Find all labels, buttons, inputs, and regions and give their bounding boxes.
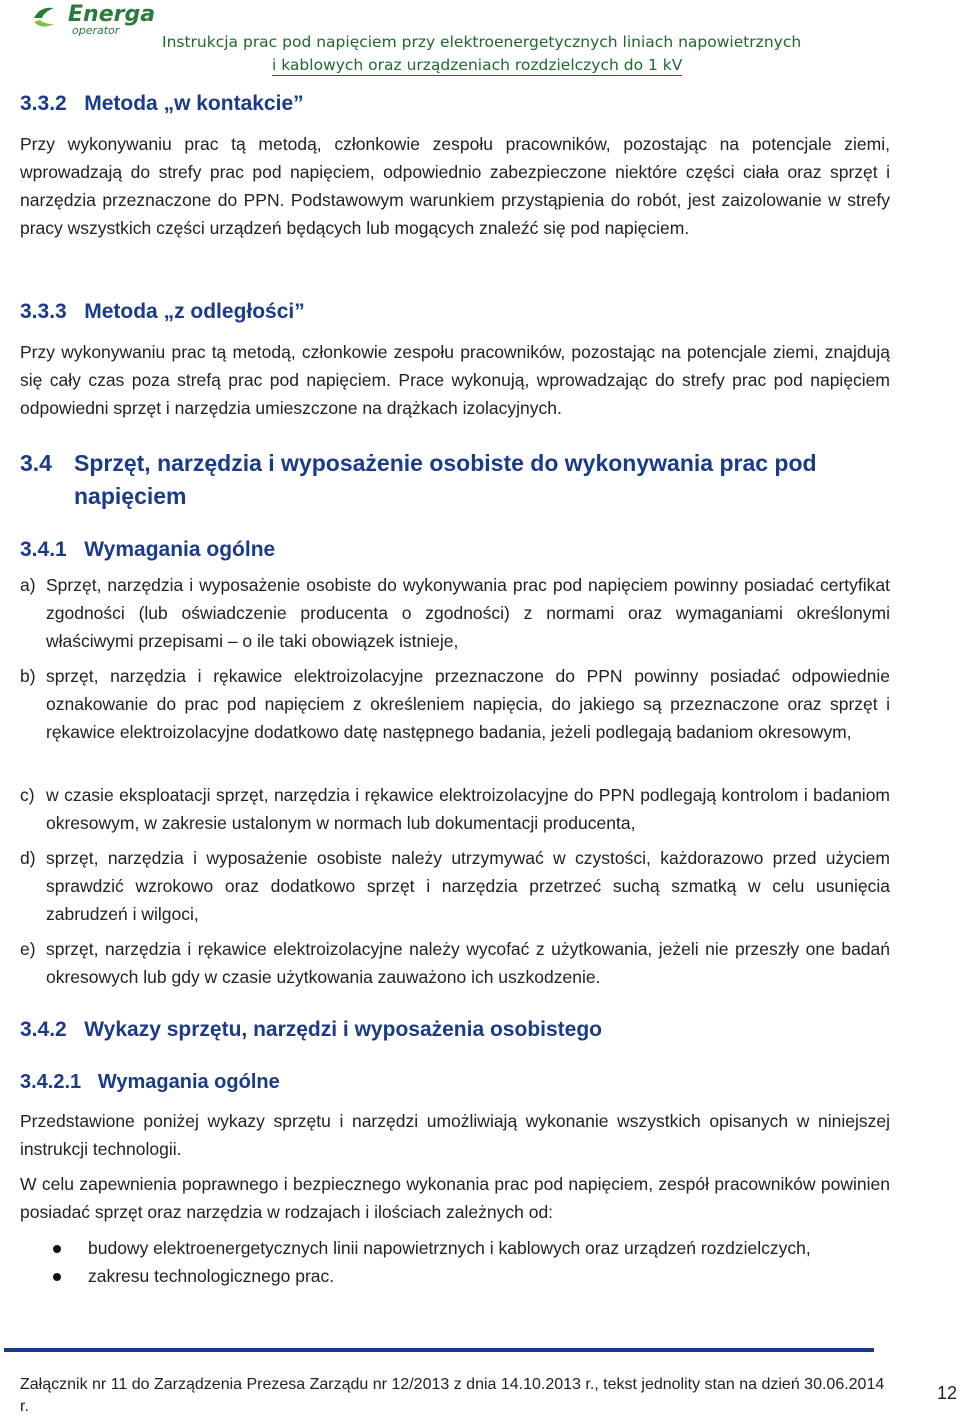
list-item: b) sprzęt, narzędzia i rękawice elektroizolacyjne przeznaczone do PPN powinny posiadać odpowiednie oznakowanie do prac pod napięciem z określeniem napięcia, do jakiego są przeznaczone oraz sprzęt i rękawice elektroizolacyjne dodatkowo datę następnego badania, jeżeli podlegają badaniom okresowym, [20,666,890,742]
section-heading-3-3-3: 3.3.3 Metoda „z odległości” [20,300,305,323]
section-heading-3-3-2: 3.3.2 Metoda „w kontakcie” [20,92,304,115]
list-item: a) Sprzęt, narzędzia i wyposażenie osobiste do wykonywania prac pod napięciem powinny posiadać certyfikat zgodności (lub oświadczenie producenta o zgodności) z normami oraz wymaganiami określonymi właściwymi przepisami – o ile taki obowiązek istnieje, [20,575,890,651]
energa-logo-icon [30,4,58,32]
list-item: d) sprzęt, narzędzia i wyposażenie osobiste należy utrzymywać w czystości, każdorazowo przed użyciem sprawdzić wzrokowo oraz dodatkowo sprzęt i narzędzia przetrzeć suchą szmatką w celu usunięcia zabrudzeń i wilgoci, [20,848,890,924]
bullet-icon [53,1245,61,1253]
section-heading-3-4-2: 3.4.2 Wykazy sprzętu, narzędzi i wyposażenia osobistego [20,1018,602,1041]
bullet-item: zakresu technologicznego prac. [58,1262,898,1290]
section-3-4-2-1-paragraph-2: W celu zapewnienia poprawnego i bezpiecznego wykonania prac pod napięciem, zespół pracowników powinien posiadać sprzęt oraz narzędzia w rodzajach i ilościach zależnych od: [20,1174,890,1222]
logo-name: Energa [68,2,156,27]
section-3-3-3-paragraph: Przy wykonywaniu prac tą metodą, członkowie zespołu pracowników, pozostając na potencjale ziemi, znajdują się cały czas poza strefą prac pod napięciem. Prace wykonują, wprowadzając do strefy prac pod napięciem odpowiedni sprzęt i narzędzia umieszczone na drążkach izolacyjnych. [20,342,890,418]
section-heading-3-4: 3.4 Sprzęt, narzędzia i wyposażenie osobiste do wykonywania prac pod [20,450,817,476]
document-title-line1: Instrukcja prac pod napięciem przy elektroenergetycznych liniach napowietrznych [162,33,802,51]
list-item: c) w czasie eksploatacji sprzęt, narzędzia i rękawice elektroizolacyjne do PPN podlegają kontrolom i badaniom okresowym, w zakresie ustalonym w normach lub dokumentacji producenta, [20,785,890,833]
bullet-icon [53,1273,61,1281]
section-3-3-2-paragraph: Przy wykonywaniu prac tą metodą, członkowie zespołu pracowników, pozostając na potencjale ziemi, wprowadzają do strefy prac pod napięciem, odpowiednio zabezpieczone niektóre części ciała oraz sprzęt i narzędzia przeznaczone do PPN. Podstawowym warunkiem przystąpienia do robót, jest zaizolowanie w strefy pracy wszystkich części urządzeń będących lub mogących znaleźć się pod napięciem. [20,134,890,238]
page-number: 12 [937,1383,958,1403]
bullet-item: budowy elektroenergetycznych linii napowietrznych i kablowych oraz urządzeń rozdzielczych, [58,1234,898,1262]
section-3-4-2-1-paragraph-1: Przedstawione poniżej wykazy sprzętu i narzędzi umożliwiają wykonanie wszystkich opisanych w niniejszej instrukcji technologii. [20,1111,890,1159]
footer-divider [4,1348,874,1352]
section-heading-3-4-2-1: 3.4.2.1 Wymagania ogólne [20,1071,280,1093]
list-item: e) sprzęt, narzędzia i rękawice elektroizolacyjne należy wycofać z użytkowania, jeżeli nie przeszły one badań okresowych lub gdy w czasie użytkowania zauważono ich uszkodzenie. [20,939,890,987]
section-heading-3-4-line2: napięciem [74,483,187,509]
section-heading-3-4-1: 3.4.1 Wymagania ogólne [20,538,276,561]
document-title-line2: i kablowych oraz urządzeniach rozdzielczych do 1 kV [272,56,683,74]
logo-subtitle: operator [72,24,120,37]
footer-text: Załącznik nr 11 do Zarządzenia Prezesa Zarządu nr 12/2013 z dnia 14.10.2013 r., tekst jednolity stan na dzień 30.06.2014 r. [20,1376,885,1415]
